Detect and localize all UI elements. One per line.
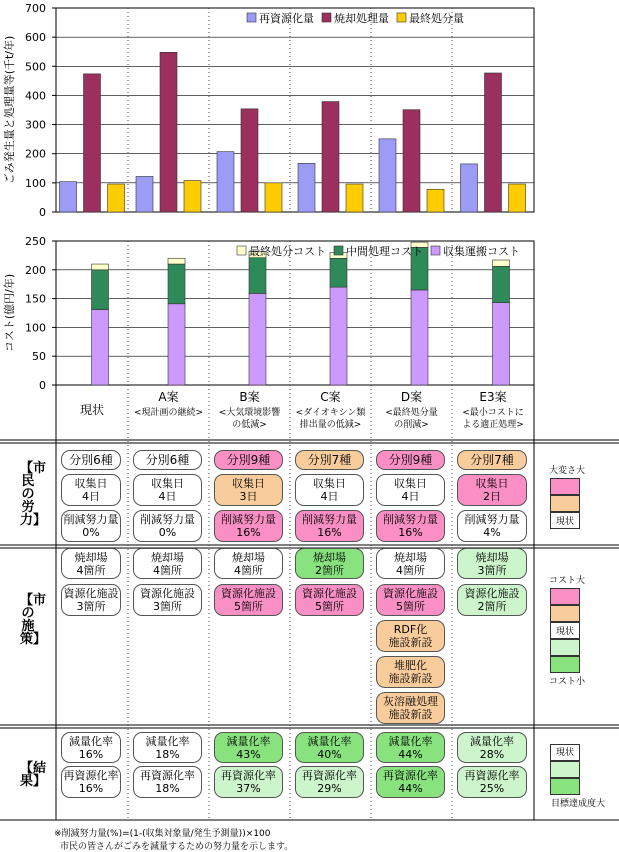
column-subtitle-2: の削減> [394, 420, 429, 430]
cell-line1: 収集日 [232, 477, 265, 490]
facility-cell-1-0 [133, 548, 202, 579]
column-header-0 [56, 404, 128, 420]
section-label-facility: 【市の施策】 [20, 593, 47, 647]
waste-amount-chart [2, 2, 534, 219]
citizen-cell-0-2 [61, 510, 121, 542]
column-subtitle-2: よる適正処理> [462, 420, 524, 430]
cell-line2: 4箇所 [76, 563, 106, 577]
cell-line2: 0% [158, 526, 177, 539]
cell-line1: 資源化施設 [140, 587, 195, 600]
waste-ytick-label: 0 [39, 206, 46, 219]
cell-line1: 減量化率 [69, 734, 113, 748]
citizen-cell-1-2 [133, 510, 202, 542]
section-label-result: 【結果】 [20, 761, 47, 789]
facility-cell-5-1 [457, 584, 527, 616]
waste-bar-0-2 [108, 184, 125, 212]
cell-line1: 減量化率 [145, 734, 190, 748]
cost-bar-2-0 [249, 293, 266, 385]
cell-line1: 削減努力量 [464, 513, 520, 526]
key-swatch [550, 478, 580, 495]
waste-legend-label: 再資源化量 [259, 12, 314, 25]
cell-line2: 4日 [82, 490, 100, 503]
column-subtitle: <最小コストに [462, 408, 524, 418]
citizen-cell-2-1 [214, 474, 283, 506]
column-header-2 [209, 391, 290, 431]
key-result-bottom: 目標達成度大 [551, 799, 606, 809]
cell-line2: 3箇所 [153, 600, 182, 613]
cell-line2: 44% [398, 747, 423, 761]
cell-line2: 16% [78, 747, 104, 761]
waste-ytick-label: 200 [25, 147, 46, 161]
waste-ytick-label: 600 [25, 31, 46, 45]
cell-line2: 4箇所 [153, 563, 182, 577]
waste-bar-2-1 [241, 109, 258, 212]
cell-line1: 資源化施設 [464, 587, 520, 600]
waste-bar-5-1 [485, 73, 502, 212]
cell-line2: 16% [236, 526, 261, 539]
waste-bar-4-0 [379, 139, 396, 212]
key-result-top: 現状 [556, 748, 575, 758]
column-title: A案 [158, 390, 179, 404]
cell-line2: 0% [82, 526, 100, 539]
waste-legend-label: 焼却処理量 [334, 12, 389, 25]
cell-line1: 減量化率 [470, 734, 514, 748]
result-cell-3-1 [295, 766, 364, 798]
cost-ylabel: コスト(億円/年) [3, 273, 16, 353]
cost-bar-5-0 [493, 303, 510, 385]
cell-line1: 焼却場 [475, 550, 509, 564]
cell-line1: 削減努力量 [140, 513, 195, 526]
column-title: D案 [400, 390, 423, 404]
waste-bar-1-1 [160, 52, 177, 212]
waste-legend-swatch [322, 13, 331, 22]
waste-bar-0-0 [60, 182, 77, 212]
column-subtitle: <ダイオキシン類 [295, 408, 366, 418]
waste-bar-0-1 [84, 74, 101, 212]
cell-line2: 4日 [401, 490, 420, 503]
cell-line1: 収集日 [394, 477, 427, 490]
facility-cell-0-0 [61, 548, 121, 579]
cell-line1: 減量化率 [226, 734, 271, 748]
column-subtitle-2: の低減> [232, 420, 267, 430]
cost-legend-swatch [237, 246, 246, 255]
cell-line2: 28% [479, 747, 505, 761]
cell-line2: 4箇所 [396, 563, 425, 577]
cost-ytick-label: 100 [25, 321, 46, 335]
citizen-cell-3-0 [295, 450, 364, 470]
cell-line2: 18% [155, 747, 180, 761]
cell-line1: 灰溶融処理 [383, 695, 438, 708]
cell-line1: 収集日 [151, 477, 184, 490]
cell-line2: 施設新設 [388, 708, 433, 721]
cell-line2: 16% [398, 526, 423, 539]
waste-bar-1-0 [136, 176, 153, 212]
waste-bar-4-1 [403, 110, 420, 212]
result-cell-0-0 [61, 732, 121, 763]
cell-line1: 減量化率 [388, 734, 433, 748]
result-cell-4-1 [376, 766, 445, 798]
cost-legend-swatch [334, 246, 343, 255]
waste-bar-5-0 [461, 164, 478, 212]
cost-chart [2, 235, 534, 392]
footnote-line2: 市民の皆さんがごみを減量するための努力量を示します。 [60, 842, 294, 852]
cell-line1: 分別6種 [69, 452, 113, 467]
facility-cell-4-3 [376, 656, 445, 688]
citizen-cell-2-2 [214, 510, 283, 542]
cell-line2: 施設新設 [388, 636, 433, 649]
waste-ytick-label: 700 [25, 2, 46, 15]
cost-bar-1-1 [168, 264, 185, 304]
result-cell-2-1 [214, 766, 283, 798]
citizen-cell-5-2 [457, 510, 527, 542]
waste-bar-3-0 [298, 163, 315, 212]
key-facility-mid: 現状 [556, 627, 575, 637]
facility-cell-3-0 [295, 548, 364, 579]
citizen-cell-3-1 [295, 474, 364, 506]
cell-line2: 29% [317, 782, 342, 795]
waste-ytick-label: 400 [25, 89, 46, 103]
cost-ytick-label: 150 [25, 292, 46, 306]
cell-line2: 3箇所 [477, 563, 507, 577]
cell-line1: 分別7種 [307, 452, 352, 467]
cell-line1: 削減努力量 [383, 513, 438, 526]
waste-ylabel: ごみ発生量と処理量等(千t/年) [3, 35, 16, 185]
result-cell-5-1 [457, 766, 527, 798]
citizen-cell-0-1 [61, 474, 121, 506]
cost-bar-1-2 [168, 258, 185, 264]
cell-line1: 焼却場 [232, 550, 265, 564]
result-cell-3-0 [295, 732, 364, 763]
key-citizen-bottom: 現状 [556, 517, 575, 527]
cost-bar-0-1 [92, 270, 109, 310]
cell-line1: 再資源化率 [140, 769, 195, 782]
cell-line2: 37% [236, 782, 261, 795]
cell-line1: 分別7種 [470, 452, 514, 467]
cell-line1: 資源化施設 [302, 587, 357, 600]
waste-bar-1-2 [184, 181, 201, 212]
key-facility-top: コスト大 [549, 576, 586, 586]
cell-line2: 4% [483, 526, 501, 539]
cost-bar-5-2 [493, 260, 510, 266]
waste-bar-3-1 [322, 102, 339, 212]
facility-cell-1-1 [133, 584, 202, 616]
cell-line2: 3箇所 [76, 600, 106, 613]
cell-line2: 3日 [239, 490, 258, 503]
facility-cell-2-1 [214, 584, 283, 616]
cell-line2: 25% [479, 782, 505, 795]
cell-line2: 2箇所 [315, 563, 344, 577]
cell-line1: 再資源化率 [383, 769, 438, 782]
waste-bar-4-2 [427, 189, 444, 212]
cell-line1: 再資源化率 [221, 769, 276, 782]
key-swatch [550, 605, 580, 622]
citizen-cell-4-1 [376, 474, 445, 506]
footnote-line1: ※削減努力量(%)=(1-(収集対象量/発生予測量))×100 [54, 829, 271, 839]
cell-line2: 5箇所 [315, 600, 344, 613]
key-swatch [550, 588, 580, 605]
column-title: C案 [320, 390, 341, 404]
column-title: B案 [239, 390, 260, 404]
cell-line1: 分別9種 [226, 452, 271, 467]
result-cell-1-1 [133, 766, 202, 798]
key-swatch [550, 778, 580, 795]
citizen-cell-5-1 [457, 474, 527, 506]
citizen-cell-4-0 [376, 450, 445, 470]
cost-ytick-label: 200 [25, 263, 46, 277]
cell-line1: 焼却場 [151, 550, 184, 564]
key-swatch [550, 495, 580, 512]
result-cell-0-1 [61, 766, 121, 798]
cell-line2: 4箇所 [234, 563, 263, 577]
cell-line1: 分別9種 [388, 452, 433, 467]
column-subtitle: <最終処分量 [385, 408, 438, 418]
cell-line1: 再資源化率 [302, 769, 357, 782]
section-label-citizen: 【市民の労力】 [20, 461, 47, 528]
waste-bar-5-2 [509, 184, 526, 212]
citizen-cell-2-0 [214, 450, 283, 470]
column-title: E3案 [479, 390, 507, 404]
citizen-cell-1-1 [133, 474, 202, 506]
citizen-cell-5-0 [457, 450, 527, 470]
cell-line2: 4日 [158, 490, 177, 503]
cost-bar-0-0 [92, 310, 109, 385]
cell-line1: 焼却場 [394, 550, 427, 564]
facility-cell-0-1 [61, 584, 121, 616]
column-title: 現状 [79, 403, 104, 417]
cell-line1: RDF化 [393, 623, 428, 636]
cell-line1: 堆肥化 [394, 659, 427, 672]
cost-legend-swatch [431, 246, 440, 255]
cell-line1: 再資源化率 [63, 769, 119, 782]
waste-legend-label: 最終処分量 [409, 12, 464, 25]
cell-line2: 施設新設 [388, 672, 433, 685]
cell-line1: 資源化施設 [383, 587, 438, 600]
cell-line2: 40% [317, 747, 342, 761]
cell-line1: 削減努力量 [63, 513, 119, 526]
key-swatch [550, 761, 580, 778]
facility-cell-5-0 [457, 548, 527, 579]
facility-cell-3-1 [295, 584, 364, 616]
column-header-4 [371, 391, 452, 431]
result-cell-4-0 [376, 732, 445, 763]
cell-line2: 18% [155, 782, 180, 795]
cell-line1: 焼却場 [74, 550, 108, 564]
key-facility-bottom: コスト小 [549, 677, 586, 687]
waste-bar-2-0 [217, 152, 234, 212]
column-header-5 [452, 391, 534, 431]
cell-line2: 4日 [320, 490, 339, 503]
waste-ytick-label: 100 [25, 176, 46, 190]
waste-legend-swatch [397, 13, 406, 22]
waste-ytick-label: 500 [25, 60, 46, 74]
waste-bar-2-2 [265, 183, 282, 212]
cell-line1: 資源化施設 [221, 587, 276, 600]
key-citizen-top: 大変さ大 [549, 466, 586, 476]
cost-bar-5-1 [493, 266, 510, 302]
result-cell-2-0 [214, 732, 283, 763]
cell-line1: 再資源化率 [464, 769, 520, 782]
cost-legend-label: 収集運搬コスト [443, 245, 520, 258]
facility-cell-4-2 [376, 620, 445, 652]
cell-line1: 収集日 [74, 477, 108, 490]
cell-line1: 焼却場 [313, 550, 346, 564]
facility-cell-2-0 [214, 548, 283, 579]
cost-bar-1-0 [168, 304, 185, 385]
cost-legend-label: 中間処理コスト [346, 245, 423, 258]
cell-line1: 削減努力量 [302, 513, 357, 526]
cost-bar-2-1 [249, 258, 266, 294]
waste-bar-3-2 [346, 184, 363, 212]
cost-ytick-label: 0 [39, 379, 46, 392]
cell-line2: 16% [78, 782, 104, 795]
cell-line2: 44% [398, 782, 423, 795]
cost-bar-0-2 [92, 264, 109, 270]
cell-line1: 資源化施設 [63, 587, 119, 600]
citizen-cell-3-2 [295, 510, 364, 542]
cell-line1: 収集日 [313, 477, 346, 490]
waste-legend-swatch [247, 13, 256, 22]
citizen-cell-1-0 [133, 450, 202, 470]
cell-line1: 収集日 [475, 477, 509, 490]
cell-line2: 2日 [483, 490, 501, 503]
column-subtitle: <大気環境影響 [218, 408, 281, 418]
column-header-3 [290, 391, 371, 431]
facility-cell-4-1 [376, 584, 445, 616]
column-header-1 [128, 391, 209, 419]
cell-line2: 16% [317, 526, 342, 539]
cell-line2: 43% [236, 747, 261, 761]
cell-line1: 減量化率 [307, 734, 352, 748]
citizen-cell-4-2 [376, 510, 445, 542]
facility-cell-4-4 [376, 692, 445, 724]
cost-bar-3-1 [330, 258, 347, 287]
key-swatch [550, 639, 580, 656]
cell-line2: 5箇所 [234, 600, 263, 613]
waste-ytick-label: 300 [25, 118, 46, 132]
facility-cell-4-0 [376, 548, 445, 579]
cell-line1: 分別6種 [145, 452, 190, 467]
cost-ytick-label: 250 [25, 235, 46, 248]
cell-line2: 5箇所 [396, 600, 425, 613]
cost-legend-label: 最終処分コスト [249, 245, 326, 258]
cost-bar-4-0 [411, 290, 428, 385]
column-subtitle: <現計画の継続> [133, 408, 204, 418]
cost-bar-3-0 [330, 287, 347, 385]
key-swatch [550, 656, 580, 673]
result-cell-5-0 [457, 732, 527, 763]
cell-line1: 削減努力量 [221, 513, 276, 526]
cost-ytick-label: 50 [32, 350, 46, 364]
cell-line2: 2箇所 [477, 600, 507, 613]
result-cell-1-0 [133, 732, 202, 763]
column-subtitle-2: 排出量の低減> [299, 420, 362, 430]
citizen-cell-0-0 [61, 450, 121, 470]
